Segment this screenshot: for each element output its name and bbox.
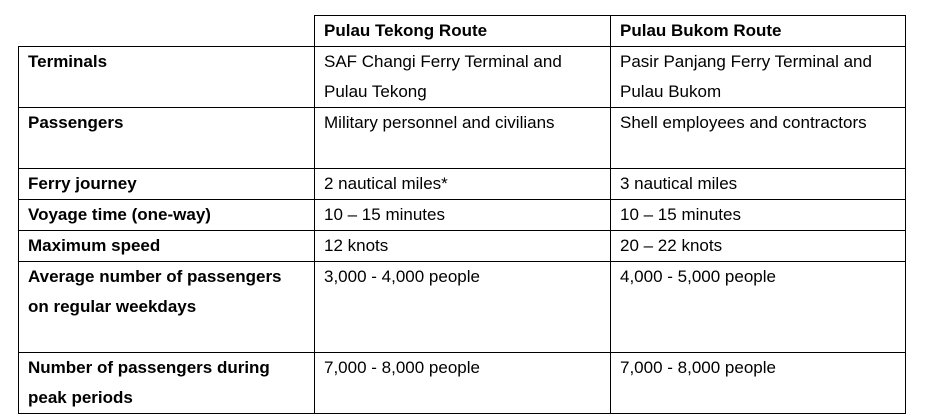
cell-tekong-terminals: SAF Changi Ferry Terminal and Pulau Tekong [315,47,611,108]
row-label-average-passengers: Average number of passengers on regular weekdays [19,262,315,353]
cell-bukom-peak-passengers: 7,000 - 8,000 people [611,353,906,414]
table-row [19,200,906,231]
cell-bukom-maximum-speed: 20 – 22 knots [611,231,906,262]
cell-tekong-maximum-speed: 12 knots [315,231,611,262]
row-label-terminals: Terminals [19,47,315,108]
table-row [19,47,906,108]
cell-tekong-voyage-time: 10 – 15 minutes [315,200,611,231]
header-empty-cell [19,16,315,47]
row-label-passengers: Passengers [19,108,315,169]
cell-tekong-ferry-journey: 2 nautical miles* [315,169,611,200]
cell-tekong-passengers: Military personnel and civilians [315,108,611,169]
table-row [19,108,906,169]
table-row [19,353,906,414]
cell-bukom-average-passengers: 4,000 - 5,000 people [611,262,906,353]
cell-tekong-peak-passengers: 7,000 - 8,000 people [315,353,611,414]
row-label-voyage-time: Voyage time (one-way) [19,200,315,231]
table-header-row [19,16,906,47]
header-bukom-route: Pulau Bukom Route [611,16,906,47]
cell-bukom-ferry-journey: 3 nautical miles [611,169,906,200]
ferry-route-comparison-table [18,15,906,414]
cell-bukom-voyage-time: 10 – 15 minutes [611,200,906,231]
table-row [19,231,906,262]
cell-bukom-passengers: Shell employees and contractors [611,108,906,169]
table-row [19,169,906,200]
table-row [19,262,906,353]
cell-tekong-average-passengers: 3,000 - 4,000 people [315,262,611,353]
header-tekong-route: Pulau Tekong Route [315,16,611,47]
cell-bukom-terminals: Pasir Panjang Ferry Terminal and Pulau Bukom [611,47,906,108]
row-label-ferry-journey: Ferry journey [19,169,315,200]
row-label-peak-passengers: Number of passengers during peak periods [19,353,315,414]
row-label-maximum-speed: Maximum speed [19,231,315,262]
